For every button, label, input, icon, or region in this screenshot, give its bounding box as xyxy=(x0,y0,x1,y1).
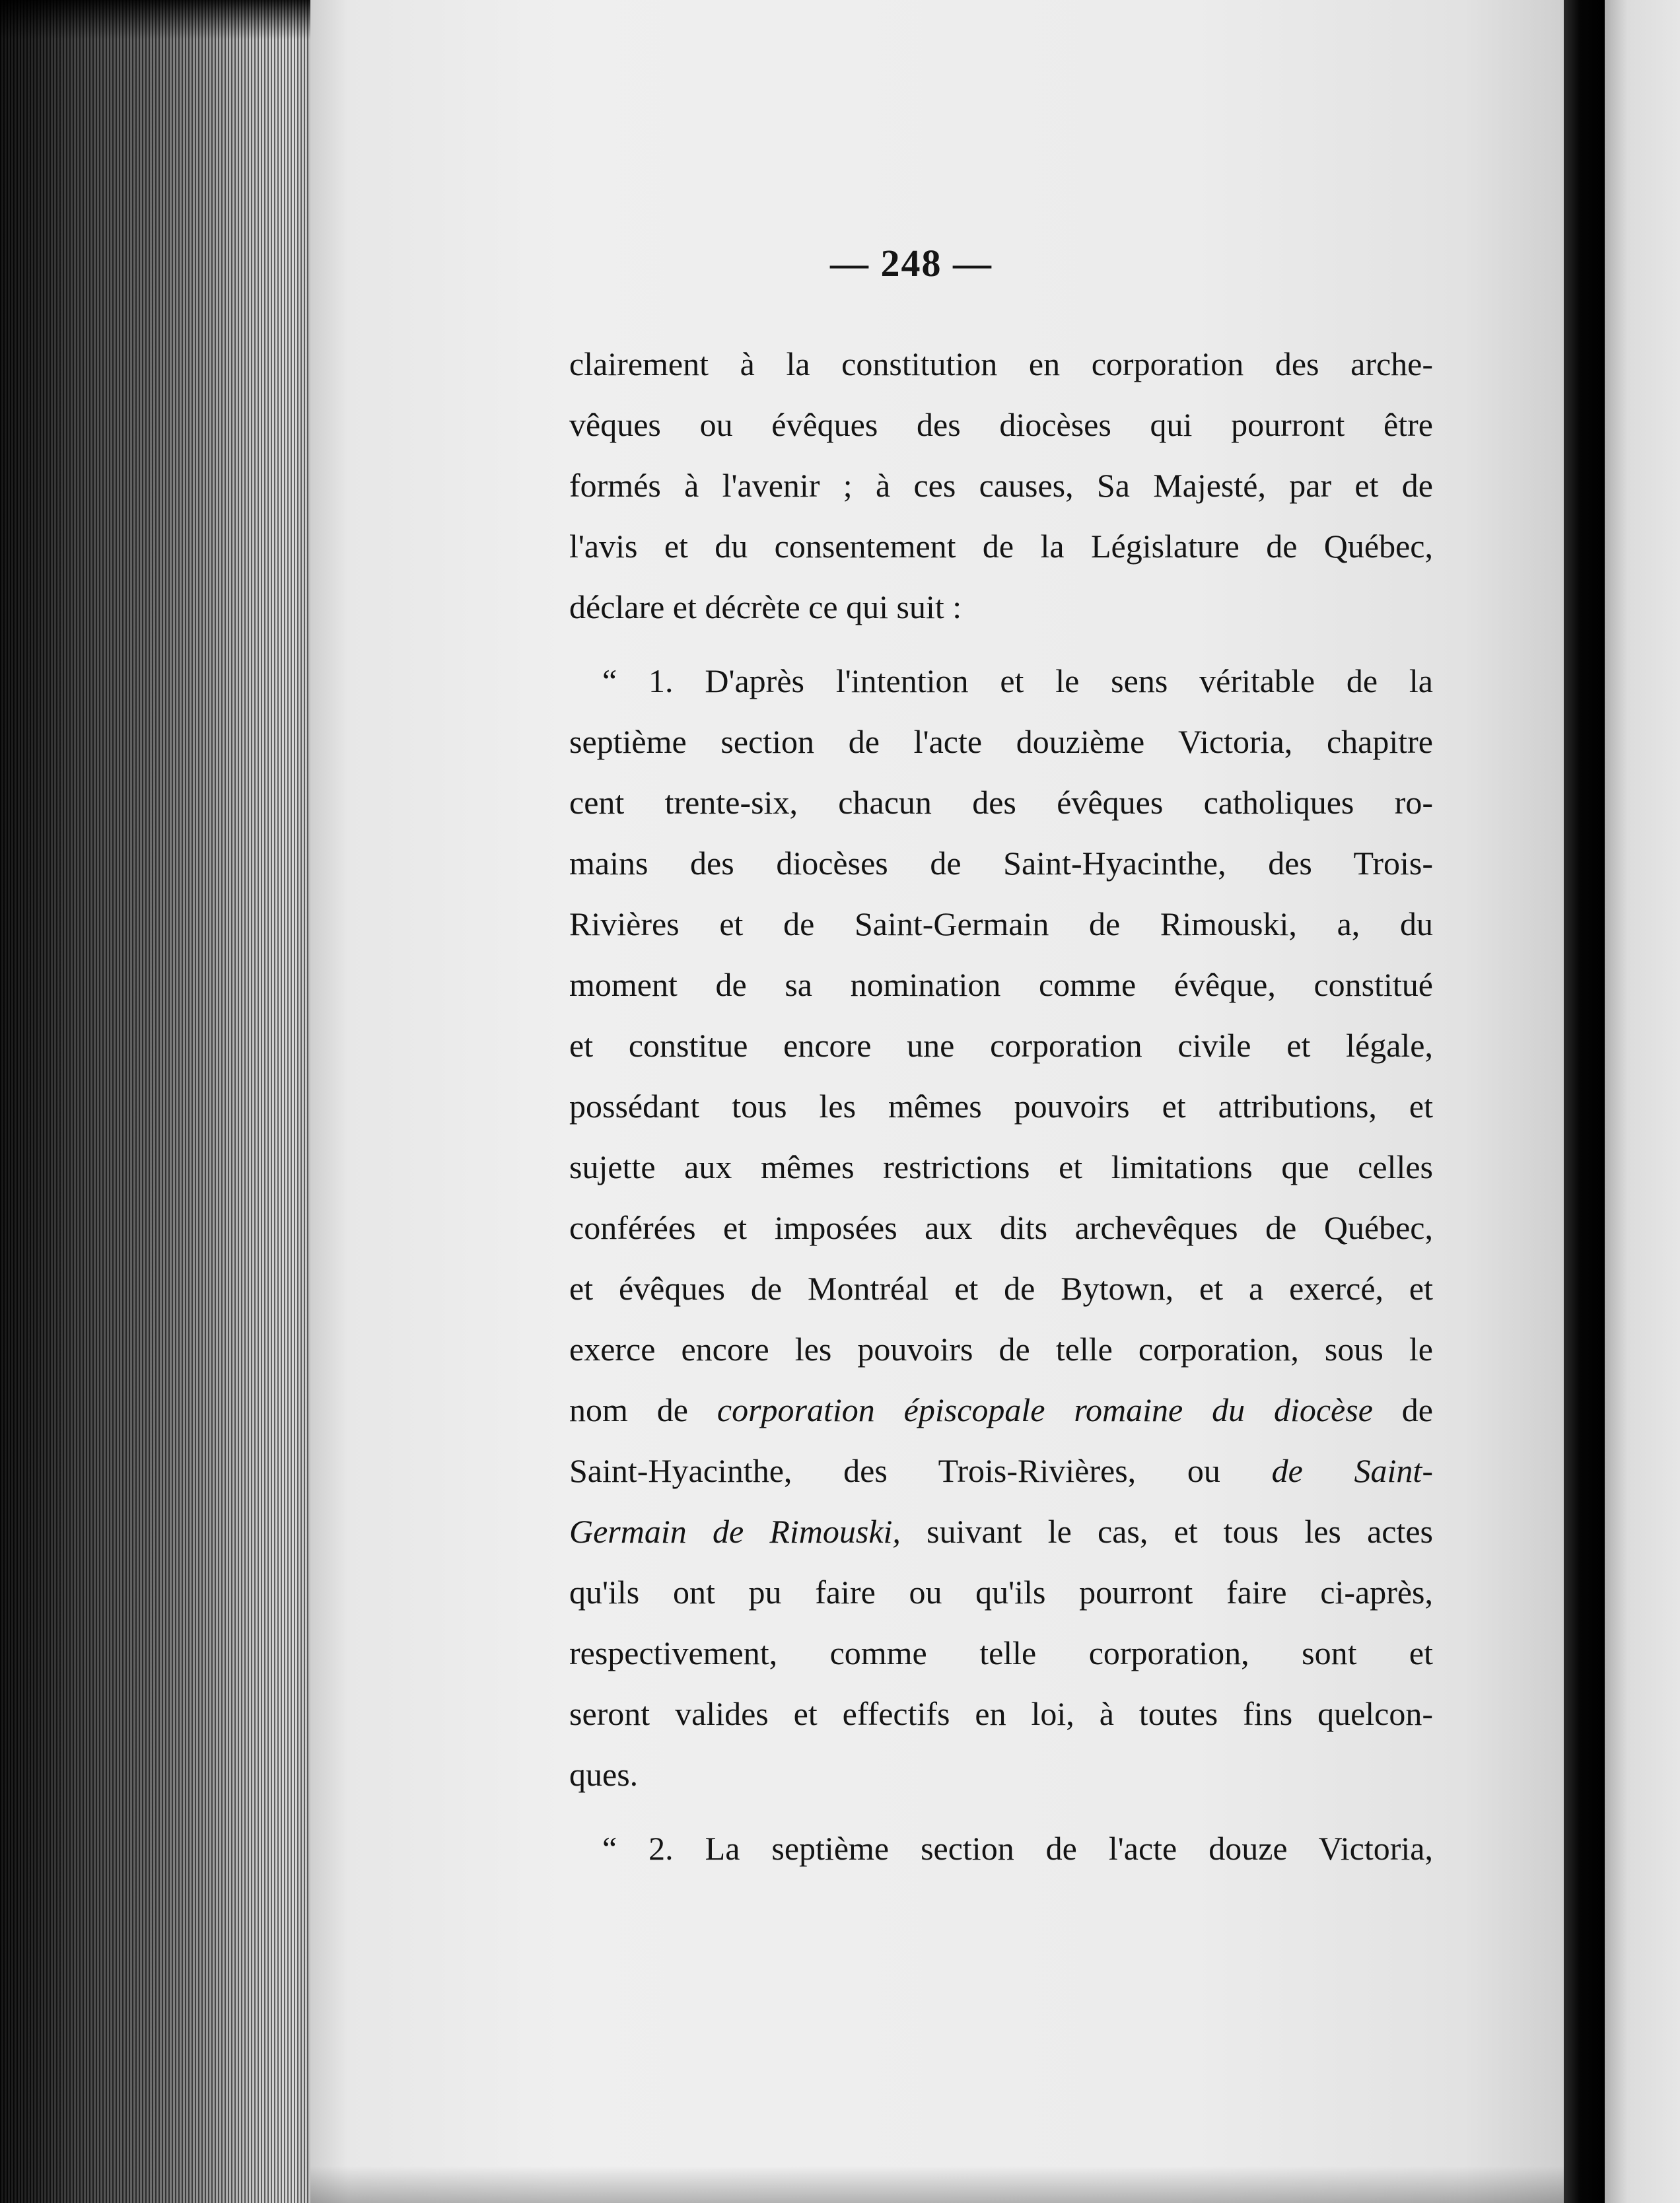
text-line: cent trente-six, chacun des évêques catholiques ro- xyxy=(569,784,1433,821)
text-line: l'avis et du consentement de la Législature de Québec, xyxy=(569,528,1433,565)
text-line: et constitue encore une corporation civile et légale, xyxy=(569,1027,1433,1064)
paragraph-section-2 xyxy=(569,1818,1433,1879)
text-segment: suivant le cas, et tous les actes xyxy=(900,1513,1433,1550)
adjacent-page-edge xyxy=(1605,0,1680,2203)
page-gutter xyxy=(1564,0,1605,2203)
text-line: “ 2. La septième section de l'acte douze Victoria, xyxy=(602,1830,1433,1867)
paragraph-preamble xyxy=(569,333,1433,637)
text-line: conférées et imposées aux dits archevêques de Québec, xyxy=(569,1209,1433,1246)
text-line: Rivières et de Saint-Germain de Rimouski, a, du xyxy=(569,905,1433,942)
italic-corporation-name: de Saint- xyxy=(1271,1452,1433,1489)
text-line: ques. xyxy=(569,1756,639,1793)
text-line: et évêques de Montréal et de Bytown, et a exercé, et xyxy=(569,1270,1433,1307)
text-line: clairement à la constitution en corporation des arche- xyxy=(569,345,1433,382)
text-segment: nom de xyxy=(569,1391,717,1428)
text-line: possédant tous les mêmes pouvoirs et attributions, et xyxy=(569,1088,1433,1125)
text-line xyxy=(569,1440,1433,1501)
text-line xyxy=(569,1501,1433,1562)
text-line: seront valides et effectifs en loi, à toutes fins quelcon- xyxy=(569,1695,1433,1732)
page-number: — 248 — xyxy=(830,242,993,285)
text-line: déclare et décrète ce qui suit : xyxy=(569,588,962,625)
text-line: vêques ou évêques des diocèses qui pourront être xyxy=(569,406,1433,443)
text-line: sujette aux mêmes restrictions et limitations que celles xyxy=(569,1148,1433,1185)
book-page-edges xyxy=(0,0,310,2203)
text-line: qu'ils ont pu faire ou qu'ils pourront faire ci-après, xyxy=(569,1574,1433,1611)
text-line: septième section de l'acte douzième Victoria, chapitre xyxy=(569,723,1433,760)
text-line: respectivement, comme telle corporation, sont et xyxy=(569,1634,1433,1671)
text-line: exerce encore les pouvoirs de telle corporation, sous le xyxy=(569,1331,1433,1368)
text-line: formés à l'avenir ; à ces causes, Sa Majesté, par et de xyxy=(569,467,1433,504)
text-line xyxy=(569,1380,1433,1440)
paragraph-section-1 xyxy=(569,650,1433,1805)
italic-corporation-name: corporation épiscopale romaine du diocèse xyxy=(717,1391,1373,1428)
text-segment: Saint-Hyacinthe, des Trois-Rivières, ou xyxy=(569,1452,1272,1489)
text-line: mains des diocèses de Saint-Hyacinthe, des Trois- xyxy=(569,845,1433,882)
text-segment: de xyxy=(1372,1391,1433,1428)
text-line: “ 1. D'après l'intention et le sens véritable de la xyxy=(602,662,1433,699)
bottom-shadow xyxy=(310,2166,1564,2203)
text-line: moment de sa nomination comme évêque, constitué xyxy=(569,966,1433,1003)
body-text xyxy=(569,333,1433,1879)
italic-corporation-name: Germain de Rimouski, xyxy=(569,1513,901,1550)
